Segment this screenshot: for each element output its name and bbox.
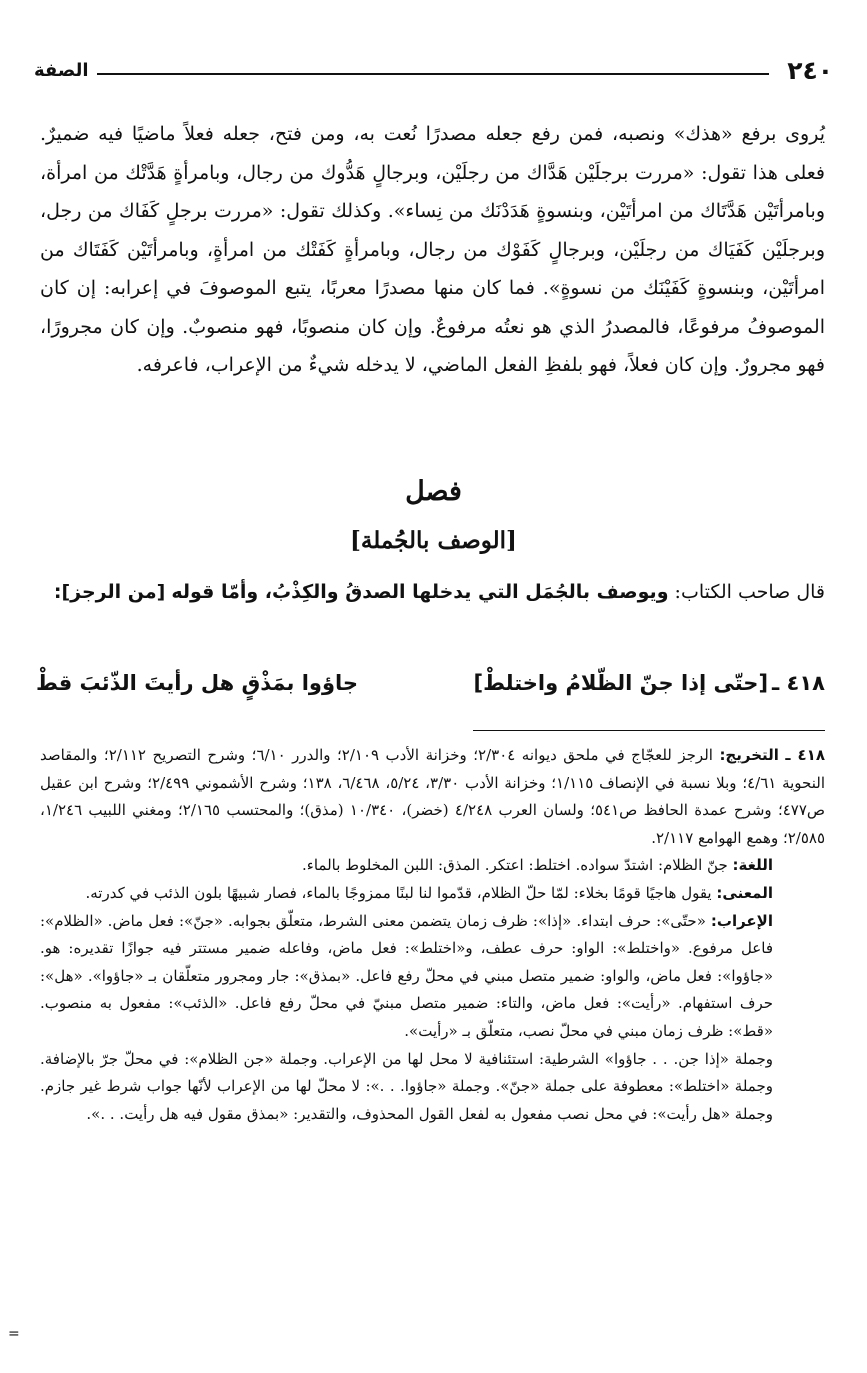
verse-first-hemistich: [حتّى إذا جنّ الظّلامُ واختلطْ]	[473, 671, 769, 695]
irab-text: «حتّى»: حرف ابتداء. «إذا»: ظرف زمان يتضمن معنى الشرط، متعلّق بجوابه. «جنّ»: فعل ماض. «الظلام»: فاعل مرفوع. «واختلط»: الواو: حرف عطف، و«اختلط»: فعل ماض، وفاعله ضمير مستتر فيه جوازًا تقديره: هو. «جاؤوا»: فعل ماض، والواو: ضمير متصل مبني في محلّ رفع فاعل. «بمذق»: جار ومجرور متعلّقان بـ «جاؤوا». «هل»: حرف استفهام. «رأيت»: فعل ماض، والتاء: ضمير متصل مبنيّ في محلّ رفع فاعل. «الذئب»: مفعول به منصوب. «قط»: ظرف زمان مبني في محلّ نصب، متعلّق بـ «رأيت».	[40, 911, 773, 1040]
running-title: الصفة	[34, 59, 89, 81]
footnote-number: ٤١٨ ـ	[785, 746, 825, 764]
takhrij-label: التخريج:	[719, 746, 779, 764]
maana-text: يقول هاجيًا قومًا بخلاء: لمّا حلّ الظلام، قدّموا لنا لبنًا ممزوجًا بالماء، فصار شبيهًا بلون الذئب في كدرته.	[85, 883, 712, 902]
footnotes	[40, 742, 825, 1128]
lugha-text: جنّ الظلام: اشتدّ سواده. اختلط: اعتكر. المذق: اللبن المخلوط بالماء.	[302, 856, 728, 875]
lugha-label: اللغة:	[732, 856, 773, 875]
quote-bold-text: ويوصف بالجُمَل التي يدخلها الصدقُ والكِذْبُ، وأمّا قوله	[171, 581, 669, 603]
body-paragraph: يُروى برفع «هذك» ونصبه، فمن رفع جعله مصدرًا نُعت به، ومن فتح، جعله فعلاً ماضيًا فيه ضميرٌ. فعلى هذا تقول: «مررت برجلَيْن هَدَّاك من رجلَيْن، وبرجالٍ هَدُّوك من رجال، وبامرأةٍ هَدَّتْك من امرأة، وبامرأتَيْن هَدَّتَاك من امرأتَيْن، وبنسوةٍ هَدَدْنَك من نِساء». وكذلك تقول: «مررت برجلٍ كَفَاك من رجل، وبرجلَيْن كَفَيَاك من رجلَيْن، وبرجالٍ كَفَوْك من رجال، وبامرأةٍ كَفَتْك من امرأةٍ، وبامرأتَيْن كَفَتَاك من امرأتَيْن، وبنسوةٍ كَفَيْنَك من نسوةٍ». فما كان منها مصدرًا معربًا، يتبع الموصوفَ في إعرابه: إن كان الموصوفُ مرفوعًا، فالمصدرُ الذي هو نعتُه مرفوعٌ. وإن كان منصوبًا، فهو منصوبٌ. وإن كان مجرورًا، فهو مجرورٌ. وإن كان فعلاً، فهو بلفظِ الفعل الماضي، لا يدخله شيءٌ من الإعراب، فاعرفه.	[40, 123, 825, 376]
section-title: فصل	[405, 476, 462, 507]
jumal-text: وجملة «إذا جن. . . جاؤوا» الشرطية: استئنافية لا محل لها من الإعراب. وجملة «جن الظلام»: في محلّ جرّ بالإضافة. وجملة «اختلط»: معطوفة على جملة «جنّ». وجملة «جاؤوا. . .»: لا محلّ لها من الإعراب لأنّها جواب شرط غير جازم. وجملة «هل رأيت»: في محل نصب مفعول به لفعل القول المحذوف، والتقدير: «بمذق مقول فيه هل رأيت. . .».	[40, 1049, 773, 1123]
footnote-jumal	[40, 1046, 773, 1129]
margin-mark: =	[8, 1326, 20, 1342]
takhrij-text: الرجز للعجّاج في ملحق ديوانه ٢/٣٠٤؛ وخزانة الأدب ٢/١٠٩؛ والدرر ٦/١٠؛ وشرح التصريح ٢/١١٢؛ والمقاصد النحوية ٤/٦١؛ وبلا نسبة في الإنصاف ١/١١٥؛ وخزانة الأدب ٣/٣٠، ٥/٢٤، ٦/٤٦٨، ١٣٨؛ وشرح الأشموني ٢/٤٩٩؛ وشرح ابن عقيل ص٤٧٧؛ وشرح عمدة الحافظ ص٥٤١؛ ولسان العرب ٤/٢٤٨ (خضر)، ١٠/٣٤٠ (مذق)؛ والمحتسب ٢/١٦٥؛ ومغني اللبيب ١/٢٤٦، ٢/٥٨٥؛ وهمع الهوامع ٢/١١٧.	[40, 746, 826, 847]
footnote-lugha	[40, 852, 773, 880]
quote-meter: [من الرجز]:	[53, 581, 166, 603]
header-rule	[97, 73, 770, 75]
footnote-irab	[40, 908, 773, 1046]
footnote-divider	[473, 730, 825, 731]
maana-label: المعنى:	[716, 883, 773, 902]
quote-intro: قال صاحب الكتاب:	[674, 581, 825, 603]
irab-label: الإعراب:	[710, 911, 773, 930]
verse-number: ٤١٨ ـ	[772, 671, 825, 695]
verse-second-hemistich: جاؤوا بمَذْقٍ هل رأيتَ الذّئبَ قطْ	[36, 671, 359, 695]
footnote-takhrij	[40, 742, 825, 852]
author-quote	[40, 572, 825, 612]
page-header	[34, 52, 833, 88]
section-subtitle: [الوصف بالجُملة]	[350, 527, 517, 554]
footnote-maana	[40, 880, 773, 908]
poetry-verse	[36, 663, 825, 703]
page-number: ٢٤٠	[787, 55, 833, 85]
